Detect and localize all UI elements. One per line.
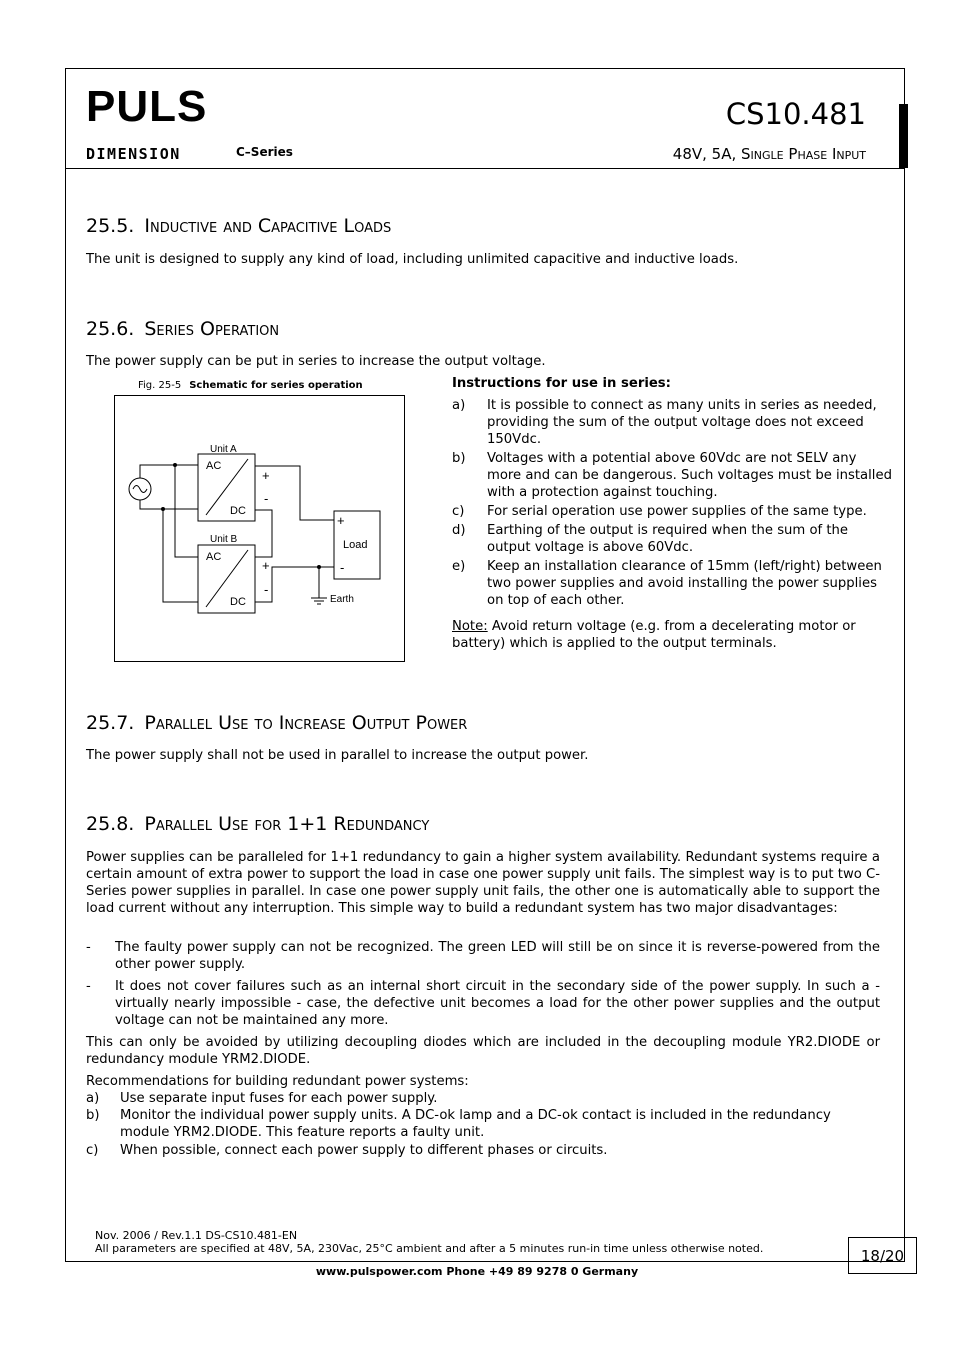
load-minus: - [340, 560, 345, 575]
section-heading-25-5: 25.5. Inductive and Capacitive Loads [86, 215, 392, 237]
load-label: Load [343, 539, 368, 551]
figure-caption: Fig. 25-5 Schematic for series operation [138, 380, 363, 391]
unit-a-ac-label: AC [206, 460, 222, 472]
revision-note: Nov. 2006 / Rev.1.1 DS-CS10.481-EN [95, 1229, 298, 1242]
unit-a-label: Unit A [210, 444, 237, 455]
earth-label: Earth [330, 594, 354, 605]
unit-b-label: Unit B [210, 534, 238, 545]
instructions-title: Instructions for use in series: [452, 376, 671, 391]
unit-b-dc-label: DC [230, 596, 246, 608]
model-title: CS10.481 [725, 97, 866, 131]
section-25-5-text: The unit is designed to supply any kind of load, including unlimited capacitive and inductive loads. [86, 252, 739, 267]
section-25-7-text: The power supply shall not be used in parallel to increase the output power. [86, 748, 589, 763]
unit-a-dc-label: DC [230, 505, 246, 517]
series-note: Note: Avoid return voltage (e.g. from a decelerating motor or battery) which is applied to the output terminals. [452, 619, 856, 651]
section-25-6-text: The power supply can be put in series to increase the output voltage. [86, 354, 546, 369]
header-divider [65, 168, 905, 169]
header-marker-bar [899, 104, 908, 168]
page-number: 18/20 [848, 1237, 917, 1274]
puls-logo: PULS [86, 82, 208, 131]
unit-a-plus: + [262, 468, 270, 483]
parameters-note: All parameters are specified at 48V, 5A, 230Vac, 25°C ambient and after a 5 minutes run-in time unless otherwise noted. [95, 1242, 764, 1255]
series-schematic [114, 395, 405, 662]
decoupling-paragraph: This can only be avoided by utilizing decoupling diodes which are included in the decoupling module YR2.DIODE or redundancy module YRM2.DIODE. [86, 1035, 880, 1067]
unit-a-minus: - [264, 491, 269, 506]
load-plus: + [337, 513, 345, 528]
section-heading-25-7: 25.7. Parallel Use to Increase Output Power [86, 712, 468, 734]
unit-b-ac-label: AC [206, 551, 222, 563]
dimension-logo: DIMENSION [86, 145, 181, 163]
contact-line: www.pulspower.com Phone +49 89 9278 0 Germany [315, 1265, 639, 1278]
section-heading-25-8: 25.8. Parallel Use for 1+1 Redundancy [86, 813, 430, 835]
unit-b-minus: - [264, 582, 269, 597]
redundancy-paragraph: Power supplies can be paralleled for 1+1 redundancy to gain a higher system availability. Redundant systems require a certain amount of extra power to support the load in case one power supply unit fails. The simplest way is to put two C-Series power supplies in parallel. In case one power supply unit fails, the other one is automatically able to support the load current without any interruption. This simple way to build a redundant system has two major disadvantages: [86, 850, 880, 916]
model-subtitle: 48V, 5A, Single Phase Input [672, 145, 866, 163]
unit-b-plus: + [262, 558, 270, 573]
series-tag: C–Series [236, 145, 293, 159]
section-heading-25-6: 25.6. Series Operation [86, 318, 280, 340]
recommendations-title: Recommendations for building redundant power systems: [86, 1074, 469, 1089]
